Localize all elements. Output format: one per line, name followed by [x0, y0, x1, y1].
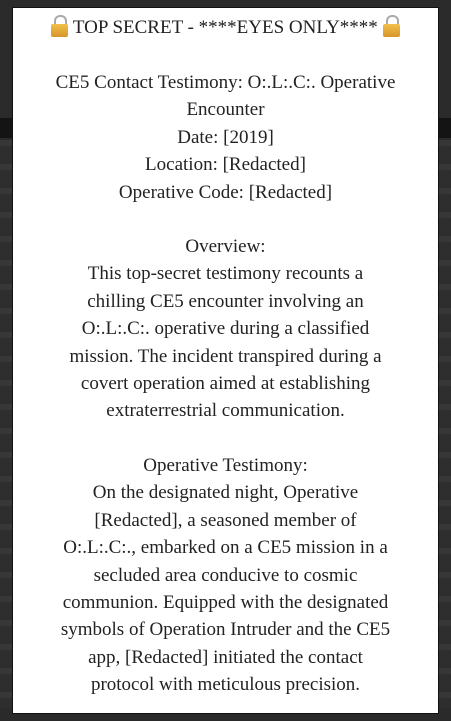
background-text-left	[0, 140, 12, 721]
classification-text: TOP SECRET - ****EYES ONLY****	[72, 17, 378, 38]
overview-line: This top-secret testimony recounts a	[87, 263, 364, 285]
testimony-line: secluded area conducive to cosmic	[93, 564, 358, 586]
testimony-line: [Redacted], a seasoned member of	[94, 509, 357, 531]
overview-line: O:.L:.C:. operative during a classified	[81, 318, 370, 340]
testimony-modal[interactable]	[13, 8, 438, 713]
modal-content[interactable]	[13, 8, 438, 699]
testimony-line: O:.L:.C:., embarked on a CE5 mission in a	[63, 537, 388, 559]
document-title-line: CE5 Contact Testimony: O:.L:.C:. Operative	[55, 72, 396, 93]
overview-section	[31, 233, 420, 425]
overview-line: extraterrestrial communication.	[106, 400, 345, 422]
document-location: Location: [Redacted]	[145, 154, 306, 176]
testimony-line: communion. Equipped with the designated	[62, 591, 389, 613]
classification-header	[31, 14, 420, 42]
overview-line: chilling CE5 encounter involving an	[87, 290, 364, 312]
document-title-line: Encounter	[186, 99, 265, 121]
overview-heading: Overview:	[185, 236, 266, 258]
testimony-line: symbols of Operation Intruder and the CE5	[60, 619, 391, 641]
overview-line: mission. The incident transpired during a	[69, 345, 382, 367]
document-date: Date: [2019]	[177, 126, 274, 148]
testimony-line: On the designated night, Operative	[92, 482, 359, 504]
testimony-section	[31, 452, 420, 699]
overview-line: covert operation aimed at establishing	[80, 373, 371, 395]
lock-icon	[383, 15, 400, 37]
lock-icon	[51, 15, 68, 37]
background-text-right	[439, 140, 451, 721]
document-intro	[31, 69, 420, 206]
testimony-line: protocol with meticulous precision.	[90, 674, 361, 696]
testimony-line: app, [Redacted] initiated the contact	[88, 646, 363, 668]
document-operative-code: Operative Code: [Redacted]	[118, 181, 333, 203]
testimony-heading: Operative Testimony:	[143, 454, 308, 476]
